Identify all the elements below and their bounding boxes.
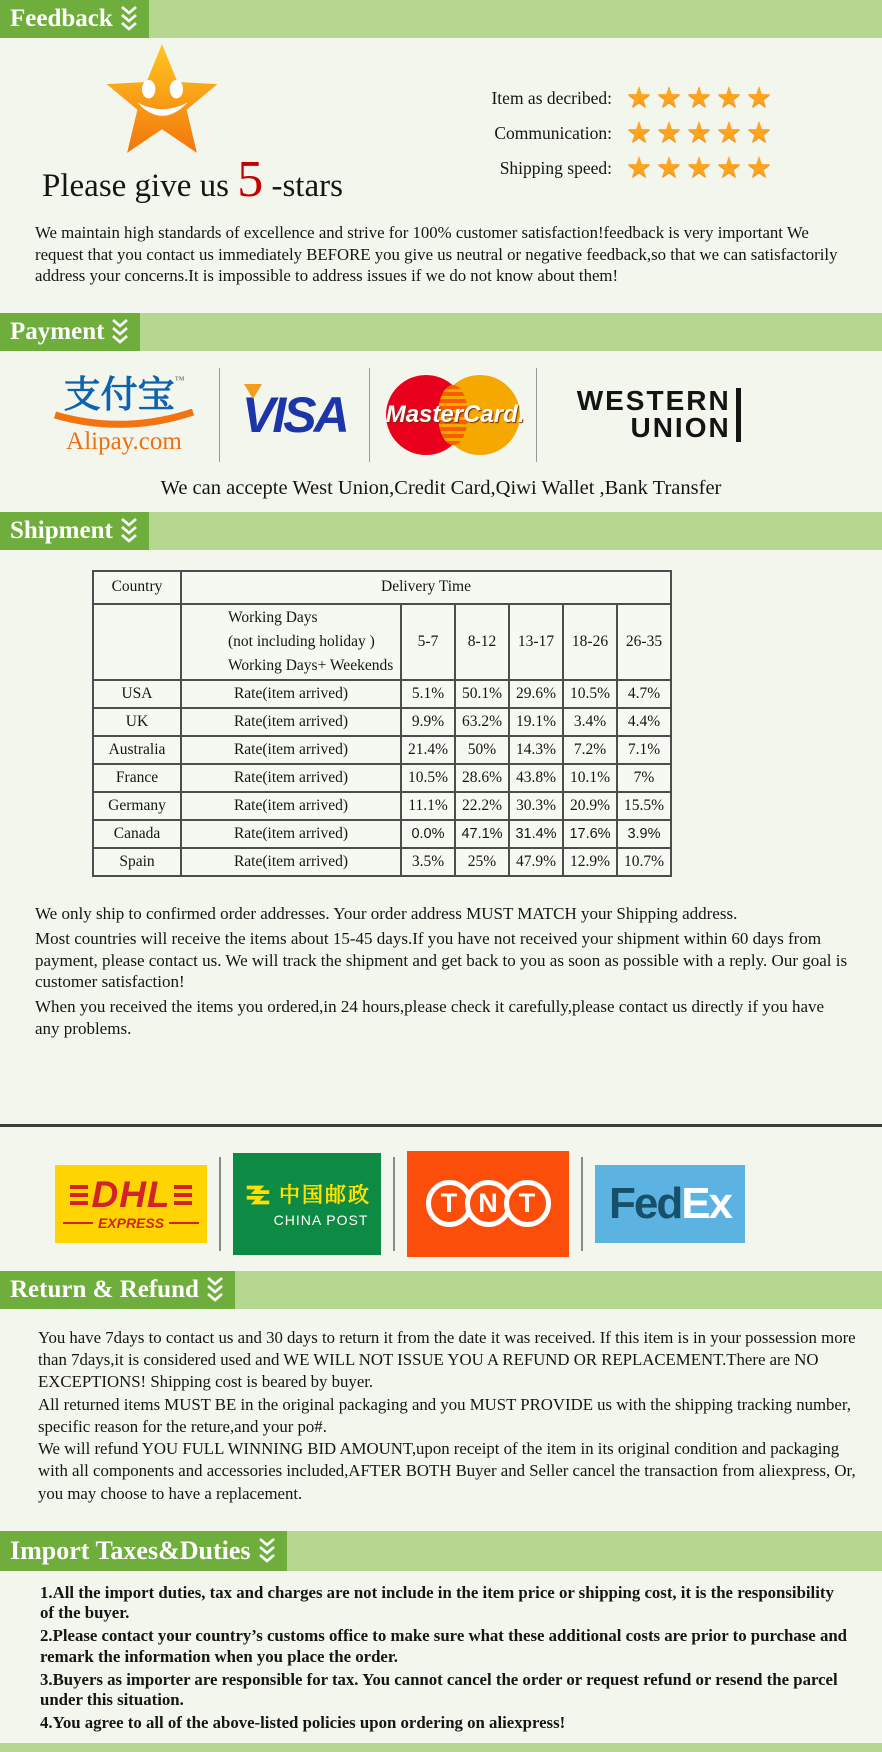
alipay-domain-label: Alipay.com bbox=[66, 427, 182, 455]
rate-cell: 10.1% bbox=[563, 764, 617, 792]
rating-label: Item as decribed: bbox=[491, 88, 612, 108]
china-post-chinese-label: 中国邮政 bbox=[279, 1183, 371, 1208]
return-section-band bbox=[0, 1271, 882, 1309]
dhl-speed-lines-icon bbox=[174, 1185, 192, 1205]
shipping-paragraph: Most countries will receive the items about 15-45 days.If you have not received your shipment within 60 days from payment, please contact us. We will track the shipment and get back to you as soon as possible with a reply. Our goal is customer satisfaction! bbox=[35, 928, 848, 992]
rating-rows bbox=[440, 84, 776, 214]
shipping-policy-paragraphs bbox=[35, 903, 852, 1040]
table-row-germany bbox=[93, 792, 671, 820]
rate-cell: 7.2% bbox=[563, 736, 617, 764]
working-days-line: Working Days+ Weekends bbox=[228, 657, 394, 674]
rate-cell: 22.2% bbox=[455, 792, 509, 820]
feedback-paragraph: We maintain high standards of excellence and strive for 100% customer satisfaction!feedback is very important We request that you contact us immediately BEFORE you give us neutral or negative feedback,so that we can satisfactorily address your concerns.It is impossible to address issues if we do not know about them! bbox=[35, 223, 838, 286]
rate-cell: 12.9% bbox=[563, 848, 617, 876]
rate-cell: 10.7% bbox=[617, 848, 671, 876]
rate-cell: 3.9% bbox=[617, 820, 671, 848]
rate-cell: 50.1% bbox=[455, 680, 509, 708]
import-section-band bbox=[0, 1531, 882, 1571]
five-stars-icon: ★★★★★ bbox=[626, 117, 776, 149]
shipment-section-band bbox=[0, 512, 882, 550]
chevron-down-icon bbox=[119, 5, 139, 33]
fedex-ex-label: Ex bbox=[681, 1178, 732, 1228]
visa-triangle-icon bbox=[244, 384, 262, 399]
shipment-header-label: Shipment bbox=[10, 516, 113, 544]
rating-row-item-described bbox=[440, 84, 776, 113]
rate-cell: 50% bbox=[455, 736, 509, 764]
country-cell: France bbox=[93, 764, 181, 792]
divider bbox=[219, 1157, 221, 1251]
alipay-logo bbox=[45, 373, 203, 455]
mastercard-logo bbox=[385, 373, 525, 457]
day-range-cell: 18-26 bbox=[563, 604, 617, 680]
rate-label-cell: Rate(item arrived) bbox=[181, 736, 401, 764]
return-paragraph: You have 7days to contact us and 30 days to return it from the date it was received. If this item is in your possession more than 7days,it is considered used and WE WILL NOT ISSUE YOU A REFUND OR REPLACEMENT.There are NO EXCEPTIONS! Shipping cost is beared by buyer. bbox=[38, 1327, 856, 1392]
dhl-speed-lines-icon bbox=[70, 1185, 88, 1205]
country-cell: Spain bbox=[93, 848, 181, 876]
divider bbox=[581, 1157, 583, 1251]
import-list-item: 2.Please contact your country’s customs office to make sure what these additional costs are prior to purchase and remark the information when you place the order. bbox=[40, 1626, 847, 1666]
accepted-methods-text: We can accepte West Union,Credit Card,Qiwi Wallet ,Bank Transfer bbox=[160, 476, 722, 499]
plea-suffix: -stars bbox=[271, 168, 343, 204]
rating-label: Communication: bbox=[494, 123, 612, 143]
table-row-australia bbox=[93, 736, 671, 764]
day-range-cell: 26-35 bbox=[617, 604, 671, 680]
day-range-cell: 13-17 bbox=[509, 604, 563, 680]
trademark-icon: ™ bbox=[174, 374, 185, 386]
feedback-section-band bbox=[0, 0, 882, 38]
working-days-line: (not including holiday ) bbox=[228, 632, 375, 650]
country-cell: Australia bbox=[93, 736, 181, 764]
rate-cell: 7.1% bbox=[617, 736, 671, 764]
tnt-logo bbox=[407, 1151, 569, 1257]
dhl-logo bbox=[55, 1165, 207, 1243]
rate-cell: 29.6% bbox=[509, 680, 563, 708]
china-post-english-label: CHINA POST bbox=[273, 1212, 369, 1229]
country-cell: Canada bbox=[93, 820, 181, 848]
rate-label-cell: Rate(item arrived) bbox=[181, 680, 401, 708]
rate-label-cell: Rate(item arrived) bbox=[181, 848, 401, 876]
payment-section-header bbox=[0, 313, 140, 351]
five-stars-icon: ★★★★★ bbox=[626, 152, 776, 184]
divider bbox=[0, 1124, 882, 1127]
rate-cell: 47.9% bbox=[509, 848, 563, 876]
rate-cell: 19.1% bbox=[509, 708, 563, 736]
rating-row-shipping-speed bbox=[440, 154, 776, 183]
china-post-emblem-icon bbox=[243, 1179, 273, 1209]
working-days-line: Working Days bbox=[228, 608, 318, 626]
return-paragraph: We will refund YOU FULL WINNING BID AMOUNT,upon receipt of the item in its original condition and packaging with all components and accessories included,AFTER BOTH Buyer and Seller cancel the transaction from aliexpress, Or, you may choose to have a replacement. bbox=[38, 1439, 856, 1503]
dhl-label: DHL bbox=[91, 1174, 171, 1216]
western-union-line1: WESTERN bbox=[576, 385, 731, 417]
visa-logo bbox=[236, 386, 353, 444]
rate-cell: 14.3% bbox=[509, 736, 563, 764]
rate-cell: 11.1% bbox=[401, 792, 455, 820]
rate-cell: 3.5% bbox=[401, 848, 455, 876]
day-range-cell: 5-7 bbox=[401, 604, 455, 680]
rate-cell: 3.4% bbox=[563, 708, 617, 736]
divider bbox=[219, 368, 220, 462]
rate-label-cell: Rate(item arrived) bbox=[181, 764, 401, 792]
carrier-logos-row bbox=[55, 1151, 882, 1257]
rate-label-cell: Rate(item arrived) bbox=[181, 708, 401, 736]
payment-logos-row bbox=[45, 365, 882, 465]
plea-line bbox=[42, 150, 440, 209]
tnt-letter-circle: T bbox=[426, 1180, 473, 1227]
rate-cell: 0.0% bbox=[401, 820, 455, 848]
divider bbox=[536, 368, 537, 462]
rate-cell: 43.8% bbox=[509, 764, 563, 792]
table-row-canada bbox=[93, 820, 671, 848]
bottom-green-strip bbox=[0, 1743, 882, 1752]
plea-number: 5 bbox=[237, 151, 264, 208]
table-row-uk bbox=[93, 708, 671, 736]
return-paragraph: All returned items MUST BE in the original packaging and you MUST PROVIDE us with the shipping tracking number, specific reason for the reture,and your po#. bbox=[38, 1394, 851, 1436]
rate-cell: 25% bbox=[455, 848, 509, 876]
rate-cell: 30.3% bbox=[509, 792, 563, 820]
rate-cell: 5.1% bbox=[401, 680, 455, 708]
fedex-logo bbox=[595, 1165, 745, 1243]
divider bbox=[63, 1222, 93, 1224]
rate-cell: 28.6% bbox=[455, 764, 509, 792]
divider bbox=[369, 368, 370, 462]
shipping-paragraph: When you received the items you ordered,in 24 hours,please check it carefully,please contact us directly if you have any problems. bbox=[35, 997, 825, 1038]
import-list-item: 4.You agree to all of the above-listed policies upon ordering on aliexpress! bbox=[40, 1713, 566, 1733]
table-row-france bbox=[93, 764, 671, 792]
divider bbox=[393, 1157, 395, 1251]
empty-cell bbox=[93, 604, 181, 680]
import-list-item: 3.Buyers as importer are responsible for tax. You cannot cancel the order or request refund or resend the parcel under this situation. bbox=[40, 1669, 838, 1709]
shipping-paragraph: We only ship to confirmed order addresses. Your order address MUST MATCH your Shipping address. bbox=[35, 904, 738, 924]
feedback-plea-block bbox=[0, 38, 440, 214]
rate-cell: 21.4% bbox=[401, 736, 455, 764]
delivery-time-header-cell: Delivery Time bbox=[181, 571, 671, 604]
feedback-hero bbox=[0, 38, 882, 214]
working-days-cell bbox=[181, 604, 401, 680]
country-cell: USA bbox=[93, 680, 181, 708]
rate-label-cell: Rate(item arrived) bbox=[181, 792, 401, 820]
divider bbox=[169, 1222, 199, 1224]
mastercard-label: MasterCard. bbox=[385, 400, 525, 428]
country-cell: UK bbox=[93, 708, 181, 736]
dhl-express-label: EXPRESS bbox=[97, 1215, 165, 1232]
rate-cell: 9.9% bbox=[401, 708, 455, 736]
return-section-header bbox=[0, 1271, 235, 1309]
western-union-line2: UNION bbox=[630, 411, 731, 443]
chevron-down-icon bbox=[110, 318, 130, 346]
table-subheader-row bbox=[93, 604, 671, 680]
rate-cell: 10.5% bbox=[563, 680, 617, 708]
table-row-spain bbox=[93, 848, 671, 876]
five-stars-icon: ★★★★★ bbox=[626, 82, 776, 114]
rate-cell: 47.1% bbox=[455, 820, 509, 848]
tnt-letter-circle: T bbox=[504, 1180, 551, 1227]
fedex-fed-label: Fed bbox=[608, 1178, 682, 1228]
table-row-usa bbox=[93, 680, 671, 708]
plea-prefix: Please give us bbox=[42, 168, 229, 204]
rate-cell: 4.7% bbox=[617, 680, 671, 708]
chevron-down-icon bbox=[257, 1537, 277, 1565]
payment-header-label: Payment bbox=[10, 317, 105, 345]
rate-cell: 17.6% bbox=[563, 820, 617, 848]
shipment-section-header bbox=[0, 512, 149, 550]
import-list-item: 1.All the import duties, tax and charges are not include in the item price or shipping cost, it is the responsibility of the buyer. bbox=[40, 1583, 834, 1623]
return-header-label: Return & Refund bbox=[10, 1275, 199, 1303]
delivery-rate-table bbox=[92, 570, 672, 877]
rate-cell: 63.2% bbox=[455, 708, 509, 736]
visa-label: VISA bbox=[242, 386, 347, 443]
chevron-down-icon bbox=[119, 517, 139, 545]
return-policy-paragraphs bbox=[38, 1327, 856, 1506]
rate-cell: 31.4% bbox=[509, 820, 563, 848]
western-union-logo bbox=[576, 385, 741, 443]
rate-cell: 4.4% bbox=[617, 708, 671, 736]
day-range-cell: 8-12 bbox=[455, 604, 509, 680]
feedback-section-header bbox=[0, 0, 149, 38]
tnt-letter-circle: N bbox=[465, 1180, 512, 1227]
alipay-chinese-label: 支付宝 bbox=[63, 373, 175, 415]
rate-cell: 15.5% bbox=[617, 792, 671, 820]
rate-cell: 10.5% bbox=[401, 764, 455, 792]
smiley-star-icon bbox=[100, 42, 224, 160]
payment-section-band bbox=[0, 313, 882, 351]
import-section-header bbox=[0, 1531, 287, 1571]
china-post-logo bbox=[233, 1153, 381, 1255]
chevron-down-icon bbox=[205, 1276, 225, 1304]
feedback-header-label: Feedback bbox=[10, 5, 113, 32]
country-cell: Germany bbox=[93, 792, 181, 820]
import-duties-list bbox=[40, 1583, 848, 1733]
rating-label: Shipping speed: bbox=[499, 158, 612, 178]
rate-label-cell: Rate(item arrived) bbox=[181, 820, 401, 848]
import-header-label: Import Taxes&Duties bbox=[10, 1536, 251, 1566]
country-header-cell: Country bbox=[93, 571, 181, 604]
rate-cell: 20.9% bbox=[563, 792, 617, 820]
rating-row-communication bbox=[440, 119, 776, 148]
rate-cell: 7% bbox=[617, 764, 671, 792]
table-header-row bbox=[93, 571, 671, 604]
